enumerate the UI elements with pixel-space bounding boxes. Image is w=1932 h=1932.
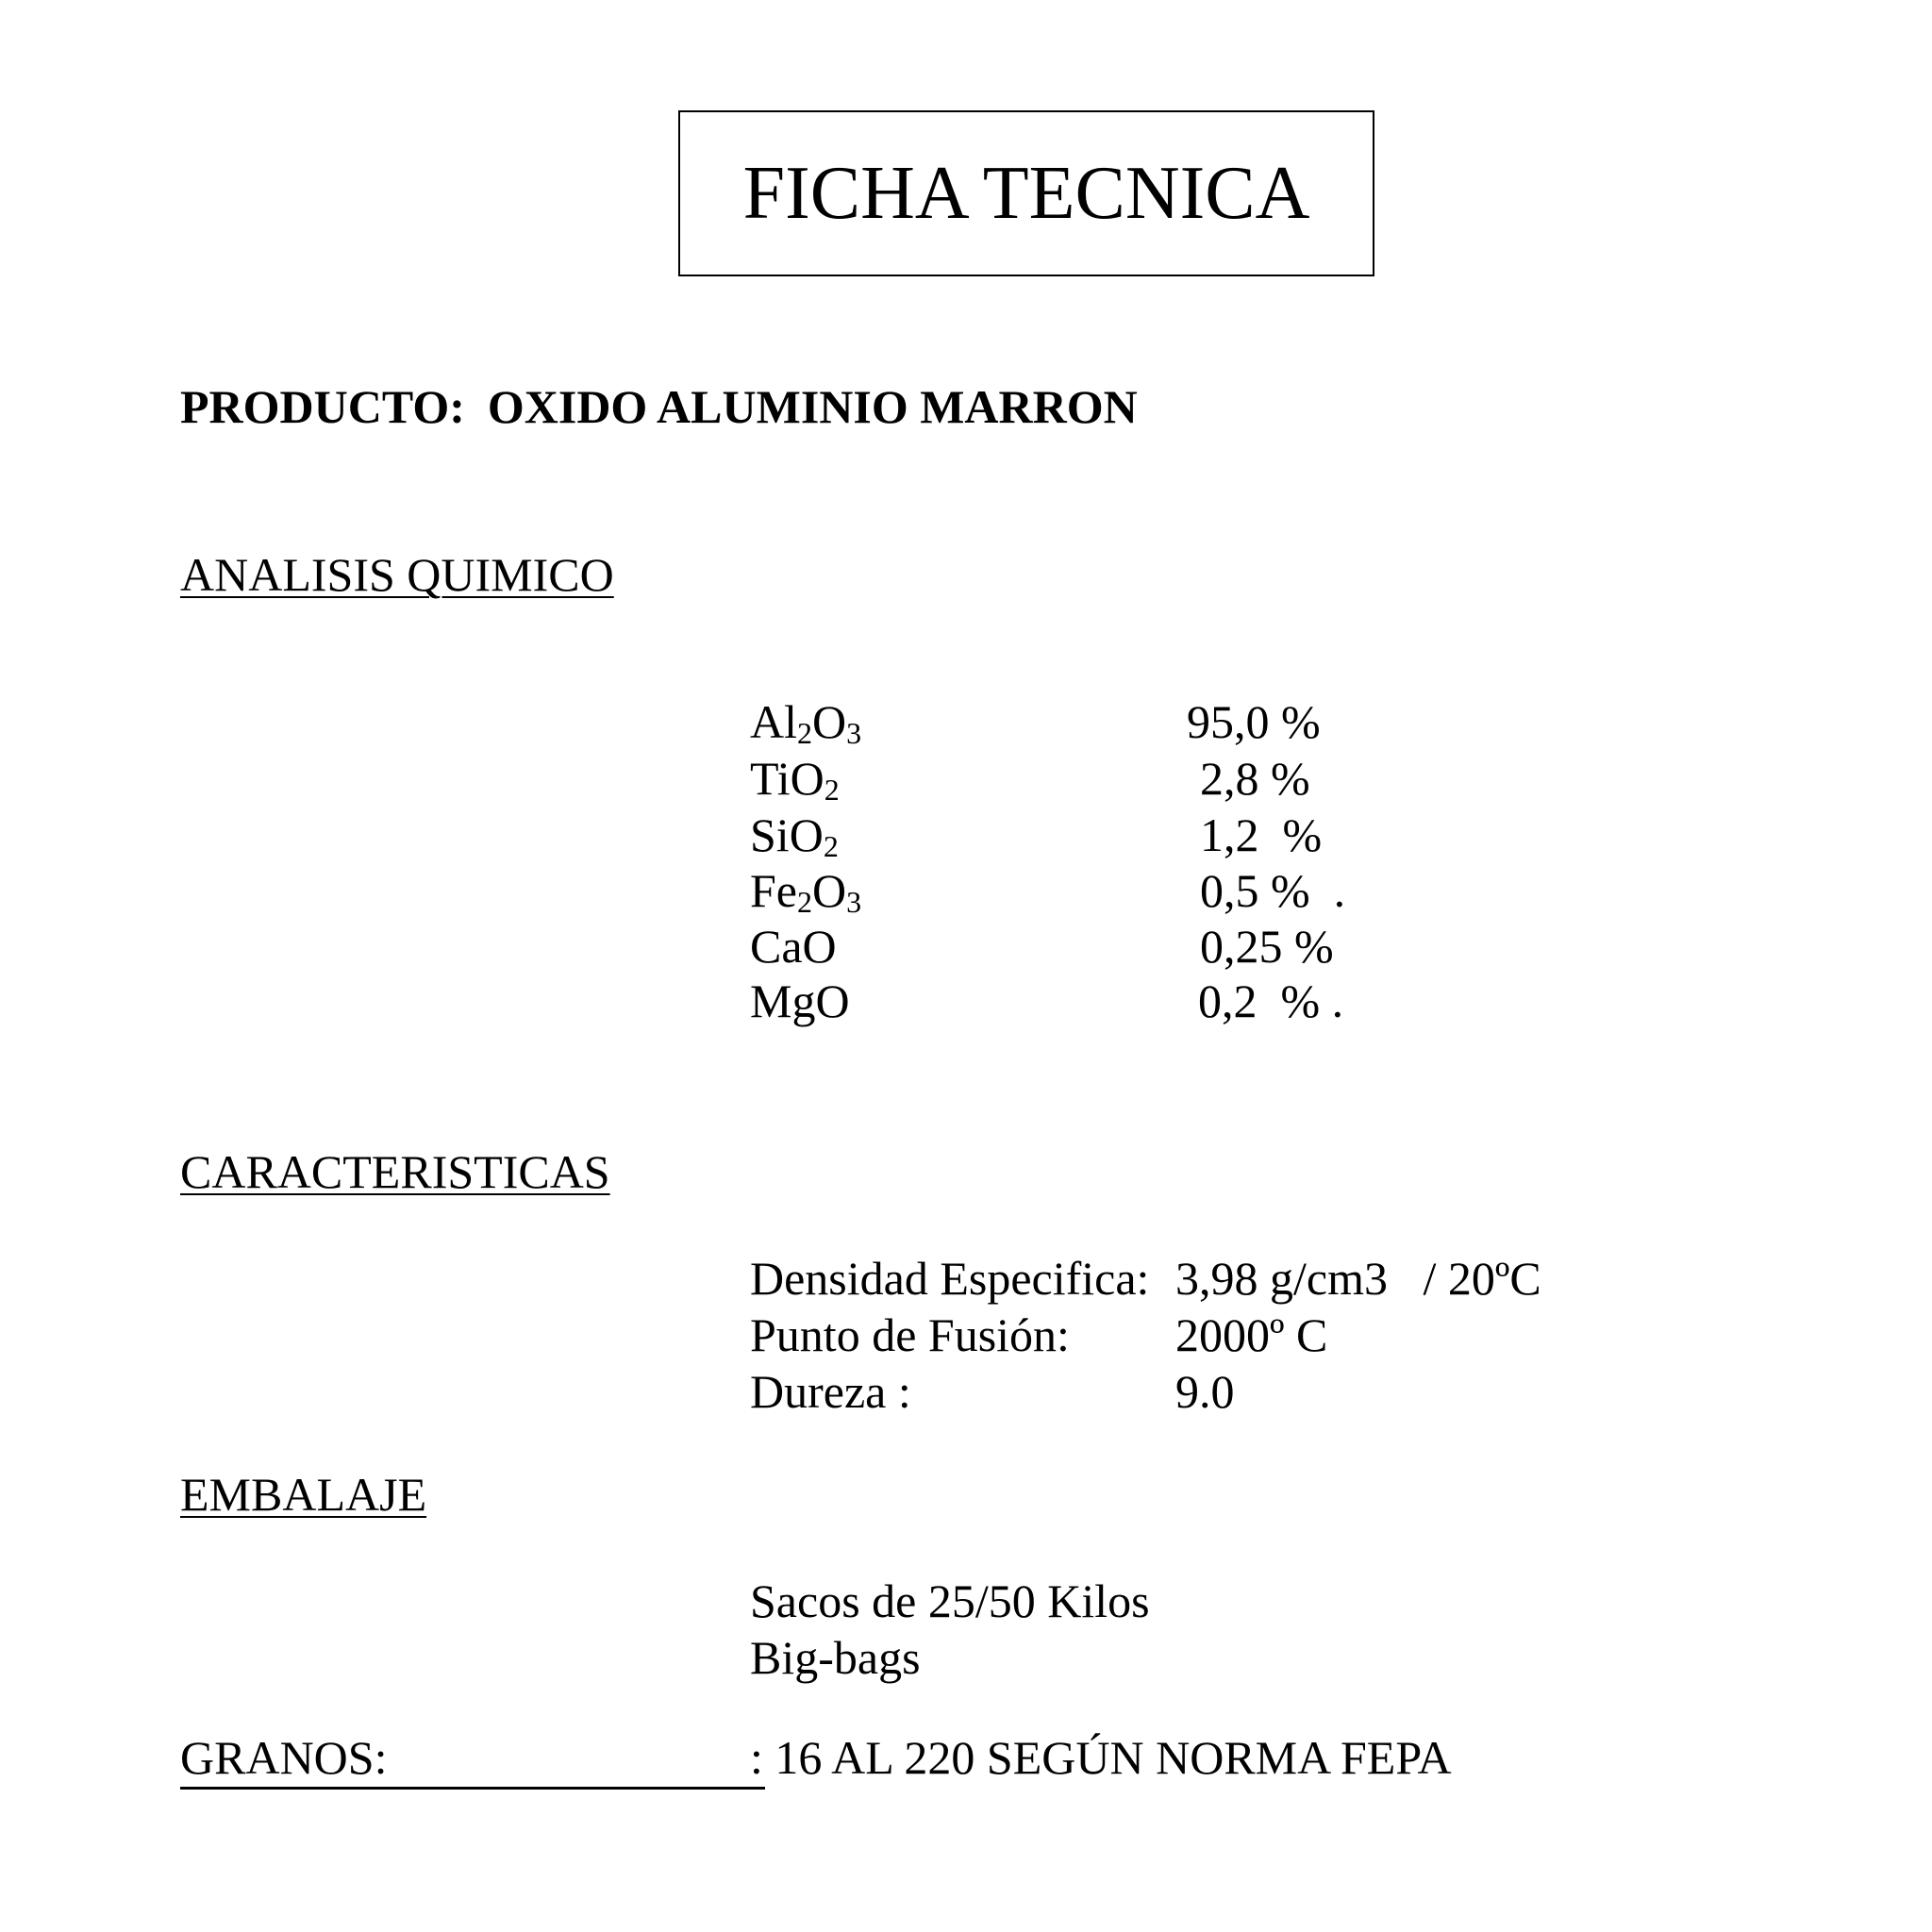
document-title: FICHA TECNICA (678, 110, 1374, 276)
packaging-heading: EMBALAJE (180, 1468, 427, 1521)
characteristics-heading: CARACTERISTICAS (180, 1145, 610, 1198)
hardness-label: Dureza : (750, 1365, 911, 1418)
formula-al2o3: $Al_2O_3$ (750, 695, 862, 750)
formula-sio2: SiO$_2$ (750, 808, 839, 863)
formula-mgo: MgO (750, 974, 850, 1027)
density-label: Densidad Especifica: (750, 1252, 1150, 1305)
value-fe2o3: 0,5 % . (1200, 864, 1346, 917)
hardness-value: 9.0 (1175, 1365, 1235, 1418)
product-line (180, 379, 1138, 434)
melting-point-value: 2000º C (1175, 1308, 1328, 1361)
packaging-item: Sacos de 25/50 Kilos (750, 1574, 1150, 1627)
chemical-analysis-heading: ANALISIS QUIMICO (180, 548, 614, 601)
value-tio2: 2,8 % (1200, 752, 1310, 805)
packaging-item: Big-bags (750, 1631, 921, 1684)
grains-value: : 16 AL 220 SEGÚN NORMA FEPA (750, 1731, 1452, 1784)
formula-fe2o3: $Fe_2O_3$ (750, 864, 862, 919)
value-cao: 0,25 % (1200, 920, 1334, 973)
grains-label: GRANOS: (180, 1734, 765, 1790)
product-name: OXIDO ALUMINIO MARRON (487, 380, 1138, 433)
value-sio2: 1,2 % (1200, 808, 1323, 861)
density-value: 3,98 g/cm3 / 20ºC (1175, 1252, 1541, 1305)
formula-tio2: TiO$_2$ (750, 752, 840, 807)
melting-point-label: Punto de Fusión: (750, 1308, 1070, 1361)
value-mgo: 0,2 % . (1198, 974, 1344, 1027)
formula-cao: CaO (750, 920, 837, 973)
product-label: PRODUCTO: (180, 380, 465, 433)
value-al2o3: 95,0 % (1187, 695, 1321, 748)
